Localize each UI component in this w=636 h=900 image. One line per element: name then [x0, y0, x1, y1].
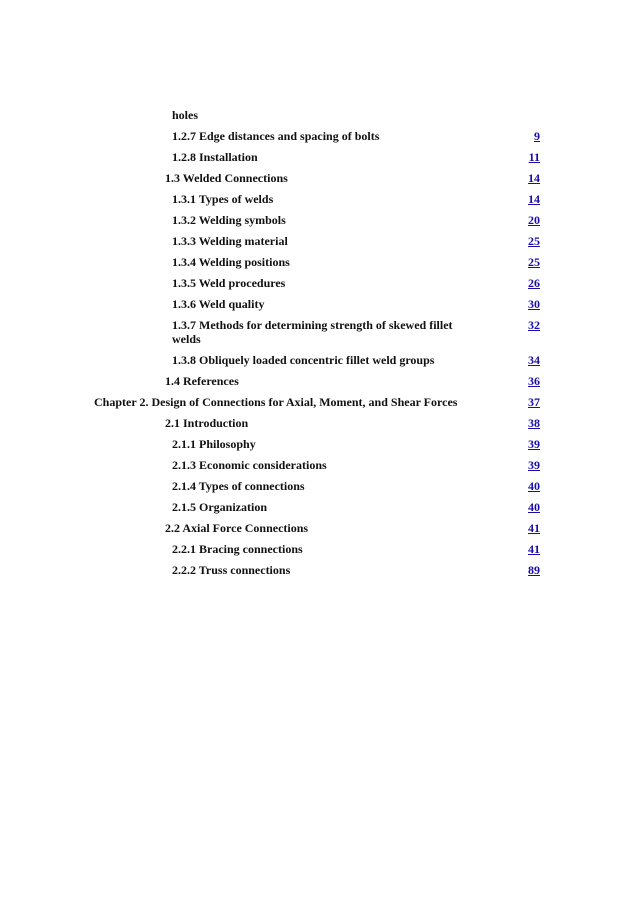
- toc-entry-title: Chapter 2. Design of Connections for Axial, Moment, and Shear Forces: [94, 395, 458, 409]
- toc-page-link[interactable]: 25: [528, 234, 540, 248]
- toc-entry: [0, 479, 636, 493]
- toc-page-link[interactable]: 14: [528, 192, 540, 206]
- toc-entry: [0, 374, 636, 388]
- toc-page-link[interactable]: 9: [534, 129, 540, 143]
- toc-entry: [0, 500, 636, 514]
- toc-page-link[interactable]: 41: [528, 542, 540, 556]
- toc-page-link[interactable]: 20: [528, 213, 540, 227]
- toc-page-link[interactable]: 40: [528, 500, 540, 514]
- toc-page-link[interactable]: 89: [528, 563, 540, 577]
- toc-page-link[interactable]: 25: [528, 255, 540, 269]
- toc-entry-title: 1.3.4 Welding positions: [172, 255, 290, 269]
- table-of-contents: [0, 108, 636, 584]
- toc-entry: [0, 563, 636, 577]
- toc-page-link[interactable]: 32: [528, 318, 540, 332]
- toc-entry: [0, 150, 636, 164]
- toc-entry-title: 2.1.1 Philosophy: [172, 437, 256, 451]
- toc-entry: [0, 458, 636, 472]
- toc-entry: [0, 255, 636, 269]
- toc-page-link[interactable]: 37: [528, 395, 540, 409]
- toc-entry-title: 1.3.8 Obliquely loaded concentric fillet weld groups: [172, 353, 435, 367]
- toc-entry-title: holes: [172, 108, 199, 122]
- toc-entry: [0, 297, 636, 311]
- toc-entry: [0, 213, 636, 227]
- toc-entry-title: 1.3.6 Weld quality: [172, 297, 265, 311]
- toc-entry: [0, 318, 636, 346]
- toc-page-link[interactable]: 39: [528, 458, 540, 472]
- toc-page-link[interactable]: 14: [528, 171, 540, 185]
- toc-entry-title: 1.3.7 Methods for determining strength of skewed fillet welds: [172, 318, 453, 346]
- toc-page-link[interactable]: 30: [528, 297, 540, 311]
- toc-entry: [0, 353, 636, 367]
- toc-entry: [0, 276, 636, 290]
- toc-entry: [0, 192, 636, 206]
- toc-page-link[interactable]: 36: [528, 374, 540, 388]
- toc-entry-title: 1.4 References: [165, 374, 239, 388]
- toc-entry: [0, 521, 636, 535]
- toc-entry-title: 1.3 Welded Connections: [165, 171, 288, 185]
- toc-entry: [0, 129, 636, 143]
- toc-entry-title: 1.2.8 Installation: [172, 150, 258, 164]
- toc-entry-title: 1.3.2 Welding symbols: [172, 213, 286, 227]
- toc-page-link[interactable]: 39: [528, 437, 540, 451]
- toc-entry-title: 1.2.7 Edge distances and spacing of bolts: [172, 129, 380, 143]
- toc-page-link[interactable]: 26: [528, 276, 540, 290]
- toc-entry-title: 1.3.3 Welding material: [172, 234, 288, 248]
- toc-chapter-entry: [0, 395, 636, 409]
- toc-entry: [0, 542, 636, 556]
- toc-entry-title: 2.1 Introduction: [165, 416, 249, 430]
- toc-page-link[interactable]: 34: [528, 353, 540, 367]
- toc-entry-title: 1.3.1 Types of welds: [172, 192, 274, 206]
- toc-entry-title: 2.1.5 Organization: [172, 500, 267, 514]
- toc-entry-title: 2.1.3 Economic considerations: [172, 458, 327, 472]
- toc-entry: [0, 437, 636, 451]
- toc-entry: [0, 416, 636, 430]
- toc-page-link[interactable]: 38: [528, 416, 540, 430]
- toc-entry-title: 2.1.4 Types of connections: [172, 479, 305, 493]
- toc-page-link[interactable]: 41: [528, 521, 540, 535]
- toc-entry-title: 2.2.2 Truss connections: [172, 563, 291, 577]
- toc-entry-title: 1.3.5 Weld procedures: [172, 276, 286, 290]
- toc-entry-title: 2.2.1 Bracing connections: [172, 542, 303, 556]
- toc-entry-title: 2.2 Axial Force Connections: [165, 521, 309, 535]
- toc-entry: [0, 171, 636, 185]
- toc-page-link[interactable]: 11: [528, 150, 540, 164]
- toc-entry: [0, 108, 636, 122]
- toc-entry: [0, 234, 636, 248]
- toc-page-link[interactable]: 40: [528, 479, 540, 493]
